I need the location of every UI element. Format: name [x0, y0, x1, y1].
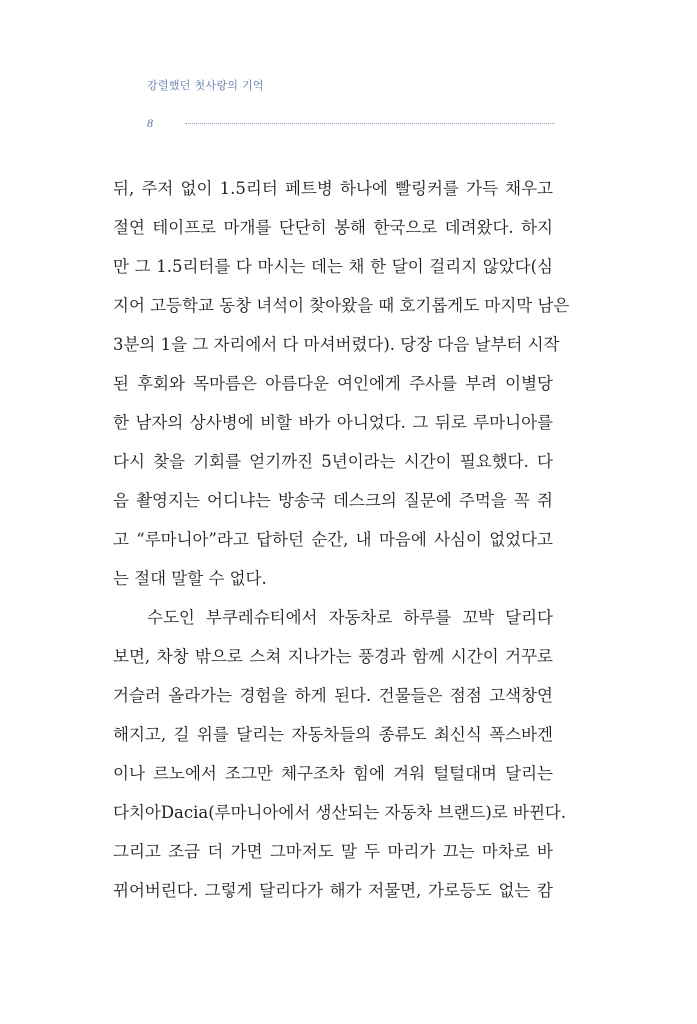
text-line: 뀌어버린다. 그렇게 달리다가 해가 저물면, 가로등도 없는 캄 — [113, 881, 553, 900]
page-number: 8 — [147, 116, 153, 130]
text-line: 다치아Dacia(루마니아에서 생산되는 자동차 브랜드)로 바뀐다. — [113, 803, 567, 822]
text-line: 해지고, 길 위를 달리는 자동차들의 종류도 최신식 폭스바겐 — [113, 725, 553, 744]
text-line: 3분의 1을 그 자리에서 다 마셔버렸다). 당장 다음 날부터 시작 — [113, 335, 560, 354]
text-line: 지어 고등학교 동창 녀석이 찾아왔을 때 호기롭게도 마지막 남은 — [113, 296, 570, 315]
body-text — [113, 169, 570, 910]
text-line: 그리고 조금 더 가면 그마저도 말 두 마리가 끄는 마차로 바 — [113, 842, 553, 861]
text-line: 보면, 차창 밖으로 스쳐 지나가는 풍경과 함께 시간이 거꾸로 — [113, 647, 553, 666]
text-line: 된 후회와 목마름은 아름다운 여인에게 주사를 부려 이별당 — [113, 374, 553, 393]
text-line: 만 그 1.5리터를 다 마시는 데는 채 한 달이 걸리지 않았다(심 — [113, 257, 553, 276]
running-title: 강렬했던 첫사랑의 기억 — [147, 79, 264, 92]
paragraph-end-line: 는 절대 말할 수 없다. — [113, 569, 267, 588]
text-line: 한 남자의 상사병에 비할 바가 아니었다. 그 뒤로 루마니아를 — [113, 413, 553, 432]
text-line: 뒤, 주저 없이 1.5리터 페트병 하나에 빨링커를 가득 채우고 — [113, 179, 553, 198]
header-divider — [185, 123, 555, 124]
text-line: 거슬러 올라가는 경험을 하게 된다. 건물들은 점점 고색창연 — [113, 686, 553, 705]
text-line: 음 촬영지는 어디냐는 방송국 데스크의 질문에 주먹을 꼭 쥐 — [113, 491, 553, 510]
text-line: 절연 테이프로 마개를 단단히 봉해 한국으로 데려왔다. 하지 — [113, 218, 553, 237]
text-line: 이나 르노에서 조그만 체구조차 힘에 겨워 털털대며 달리는 — [113, 764, 553, 783]
text-line: 고 “루마니아”라고 답하던 순간, 내 마음에 사심이 없었다고 — [113, 530, 553, 549]
text-line: 다시 찾을 기회를 얻기까진 5년이라는 시간이 필요했다. 다 — [113, 452, 553, 471]
paragraph-start-line: 수도인 부쿠레슈티에서 자동차로 하루를 꼬박 달리다 — [147, 608, 553, 627]
